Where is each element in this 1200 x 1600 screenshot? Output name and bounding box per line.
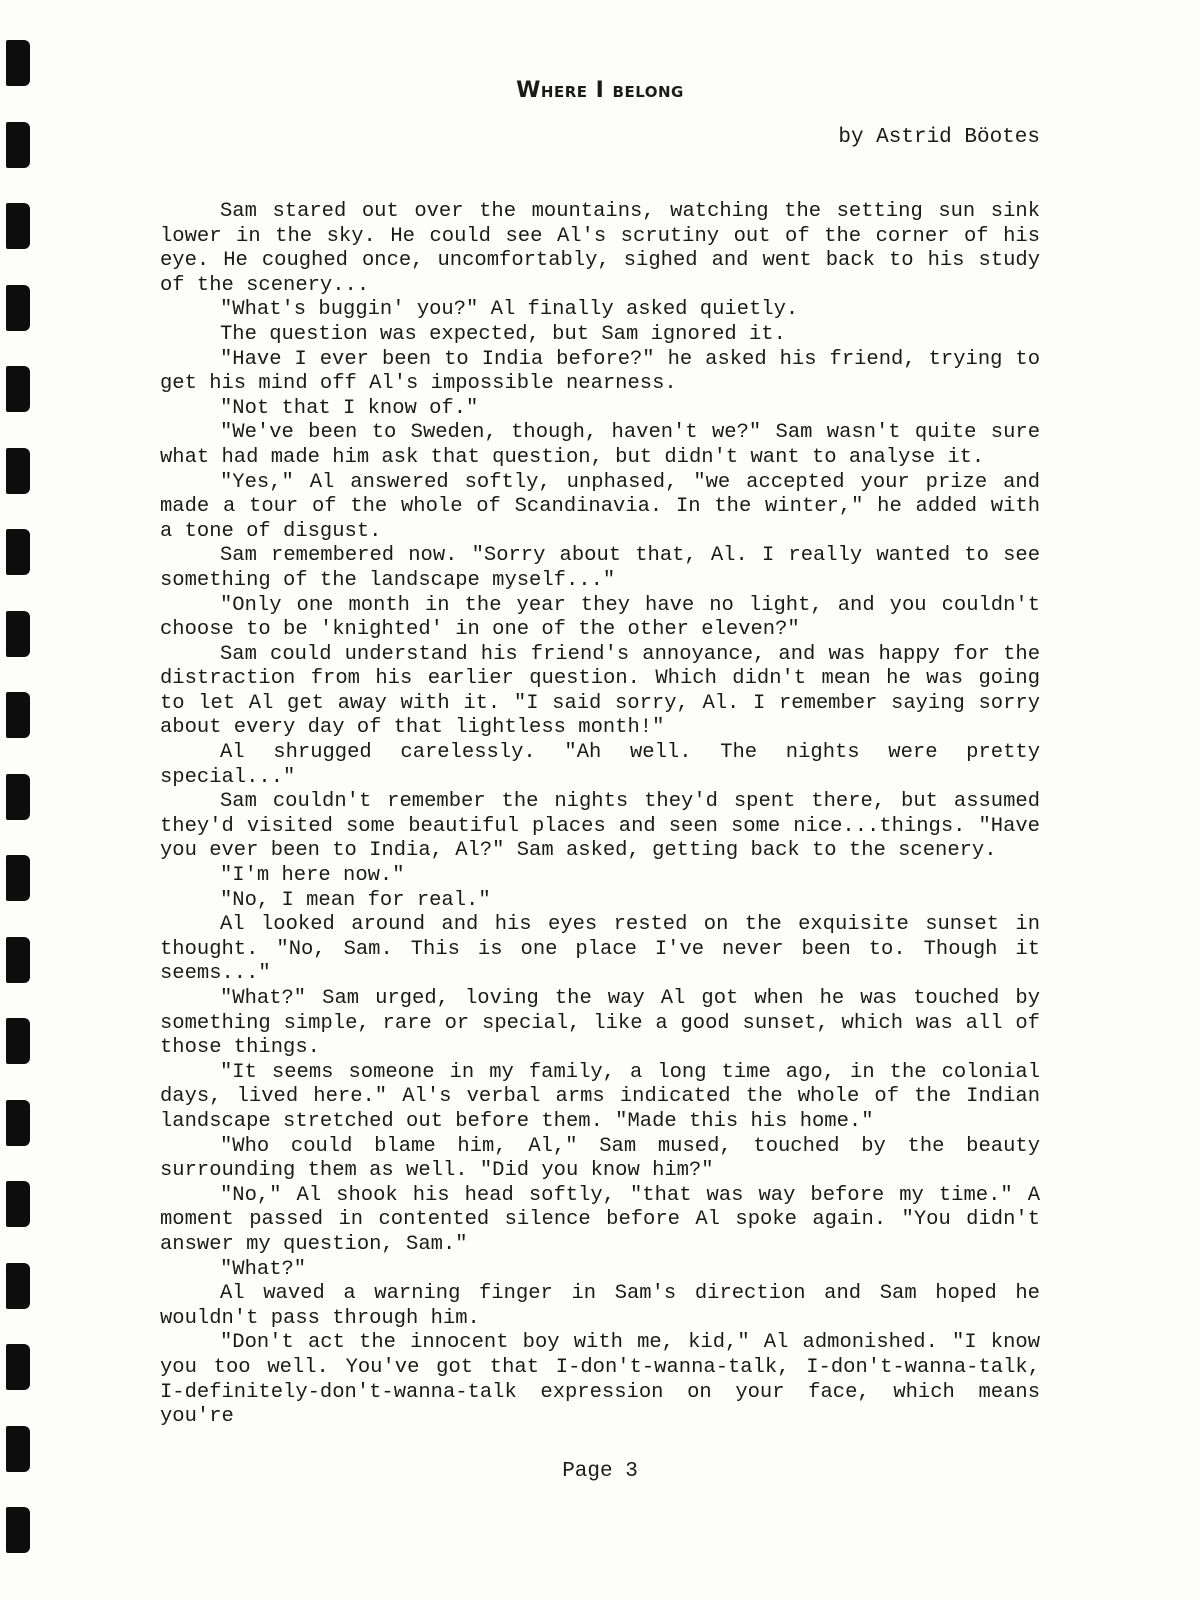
paragraph: Sam couldn't remember the nights they'd spent there, but assumed they'd visited some beautiful places and seen some nice...things. "Have you ever been to India, Al?" Sam asked, getting back to the scenery. xyxy=(160,790,1040,863)
paragraph: The question was expected, but Sam ignored it. xyxy=(220,322,786,346)
paragraph: "No, I mean for real." xyxy=(220,888,491,912)
paragraph: "Have I ever been to India before?" he asked his friend, trying to get his mind off Al's impossible nearness. xyxy=(160,347,1040,396)
binding-hole xyxy=(6,529,30,575)
paragraph: "What?" Sam urged, loving the way Al got when he was touched by something simple, rare or special, like a good sunset, which was all of those things. xyxy=(160,987,1040,1060)
paragraph: "No," Al shook his head softly, "that was way before my time." A moment passed in contented silence before Al spoke again. "You didn't answer my question, Sam." xyxy=(160,1183,1040,1256)
paragraph: Al waved a warning finger in Sam's direction and Sam hoped he wouldn't pass through him. xyxy=(160,1282,1040,1330)
paragraph: "Yes," Al answered softly, unphased, "we accepted your prize and made a tour of the whole of Scandinavia. In the winter," he added with a tone of disgust. xyxy=(160,470,1040,543)
binding-hole xyxy=(6,1100,30,1146)
paragraph: "What's buggin' you?" Al finally asked quietly. xyxy=(220,298,799,322)
paragraph: Al looked around and his eyes rested on the exquisite sunset in thought. "No, Sam. This is one place I've never been to. Though it seems..." xyxy=(160,913,1040,986)
spiral-binding xyxy=(0,30,40,1590)
binding-hole xyxy=(6,937,30,983)
binding-hole xyxy=(6,774,30,820)
binding-hole xyxy=(6,448,30,494)
binding-hole xyxy=(6,1018,30,1064)
paragraph: "Don't act the innocent boy with me, kid," Al admonished. "I know you too well. You've got that I-don't-wanna-talk, I-don't-wanna-talk, I-definitely-don't-wanna-talk expression on your face, which means you're xyxy=(160,1331,1040,1429)
paragraph: Sam remembered now. "Sorry about that, Al. I really wanted to see something of the landscape myself..." xyxy=(160,544,1040,592)
binding-hole xyxy=(6,1181,30,1227)
binding-hole xyxy=(6,366,30,412)
binding-hole xyxy=(6,285,30,331)
binding-hole xyxy=(6,1344,30,1390)
paragraph: "We've been to Sweden, though, haven't we?" Sam wasn't quite sure what had made him ask that question, but didn't want to analyse it. xyxy=(160,421,1040,469)
paragraph: "It seems someone in my family, a long time ago, in the colonial days, lived here." Al's verbal arms indicated the whole of the Indian landscape stretched out before them. "Made this his home." xyxy=(160,1060,1040,1133)
binding-hole xyxy=(6,855,30,901)
binding-hole xyxy=(6,1507,30,1553)
paragraph: Sam could understand his friend's annoyance, and was happy for the distraction from his earlier question. Which didn't mean he was going to let Al get away with it. "I said sorry, Al. I remember saying sorry about every day of that lightless month!" xyxy=(160,642,1040,740)
page-number: Page 3 xyxy=(562,1460,638,1483)
story-title: Where I belong xyxy=(516,78,684,103)
binding-hole xyxy=(6,692,30,738)
author-byline: by Astrid Böotes xyxy=(838,126,1040,149)
paragraph: "Not that I know of." xyxy=(220,396,479,420)
paragraph: Sam stared out over the mountains, watching the setting sun sink lower in the sky. He could see Al's scrutiny out of the corner of his eye. He coughed once, uncomfortably, sighed and went back to his study of the scenery... xyxy=(160,200,1040,297)
paragraph: "I'm here now." xyxy=(220,864,405,888)
paragraph: Al shrugged carelessly. "Ah well. The nights were pretty special..." xyxy=(160,741,1040,789)
binding-hole xyxy=(6,1263,30,1309)
binding-hole xyxy=(6,203,30,249)
binding-hole xyxy=(6,122,30,168)
paragraph: "Who could blame him, Al," Sam mused, touched by the beauty surrounding them as well. "Did you know him?" xyxy=(160,1134,1040,1183)
paragraph: "Only one month in the year they have no light, and you couldn't choose to be 'knighted' in one of the other eleven?" xyxy=(160,593,1040,642)
story-body xyxy=(160,200,1040,1430)
binding-hole xyxy=(6,611,30,657)
paragraph: "What?" xyxy=(220,1257,307,1281)
